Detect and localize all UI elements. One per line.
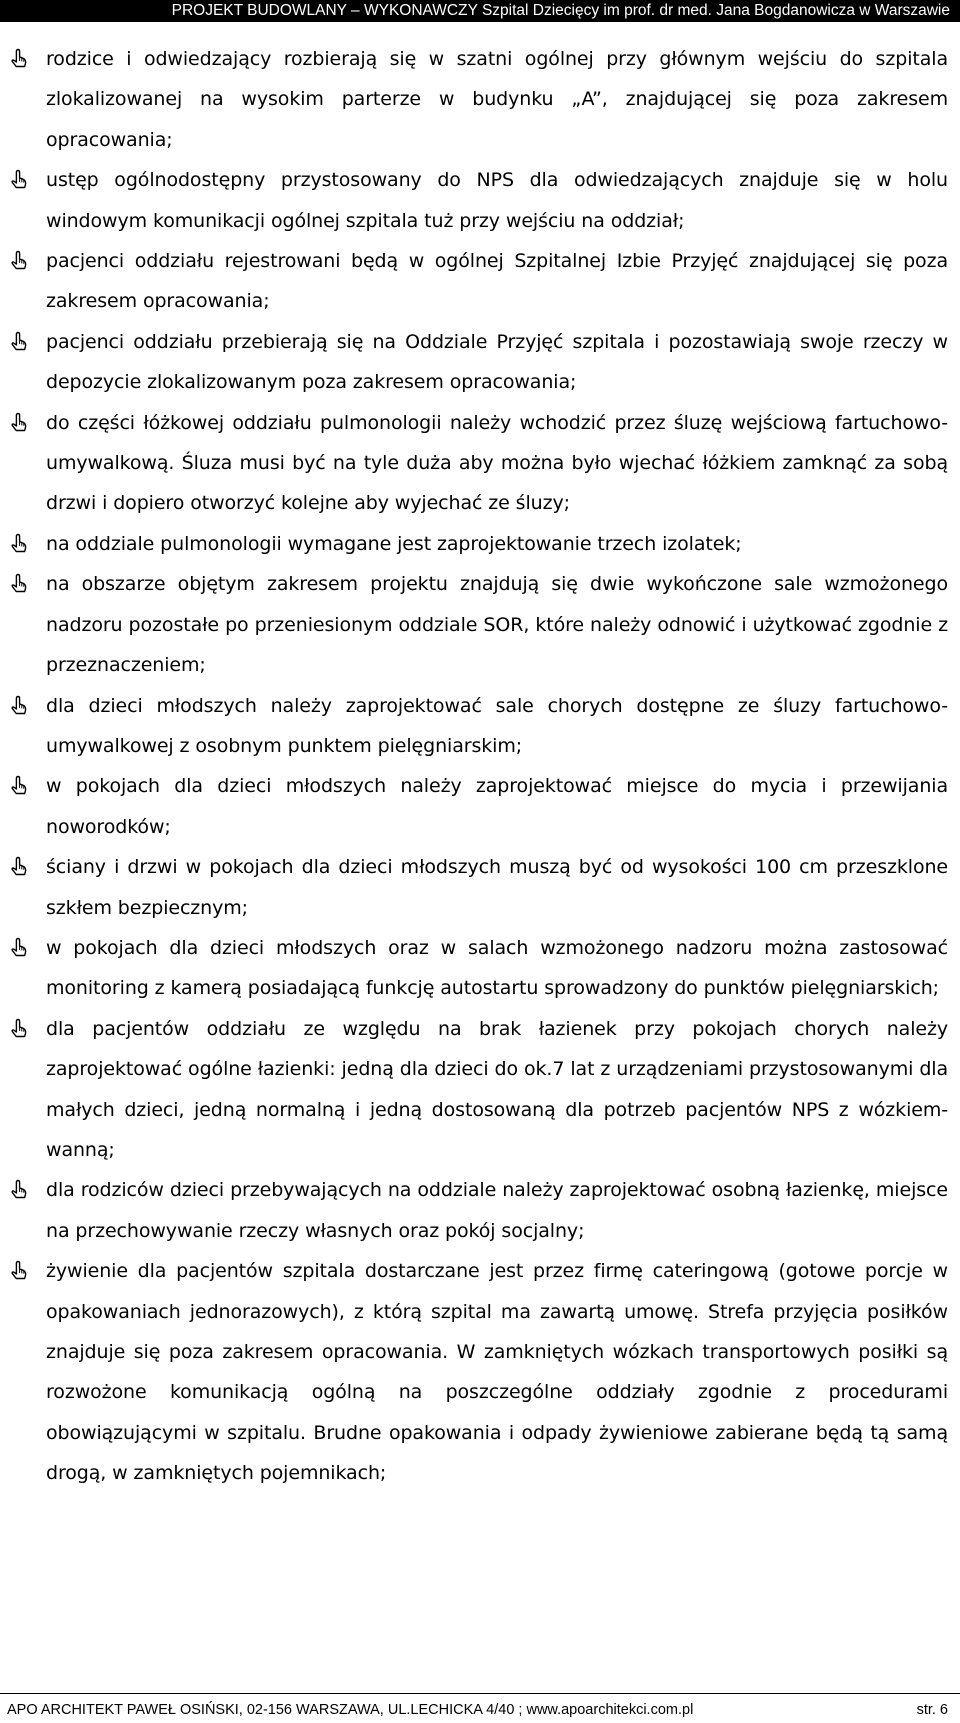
hand-pointer-icon bbox=[9, 573, 29, 593]
footer-divider bbox=[0, 1693, 960, 1694]
list-item bbox=[0, 928, 960, 1009]
list-item bbox=[0, 686, 960, 767]
list-item bbox=[0, 847, 960, 928]
list-item-text: do części łóżkowej oddziału pulmonologii należy wchodzić przez śluzę wejściową fartuchowo-umywalkową. Śluza musi być na tyle duża aby można było wjechać łóżkiem zamknąć za sobą drzwi i dopiero otworzyć kolejne aby wyjechać ze śluzy; bbox=[46, 411, 948, 515]
list-item-text: dla pacjentów oddziału ze względu na brak łazienek przy pokojach chorych należy zaprojektować ogólne łazienki: jedną dla dzieci do ok.7 lat z urządzeniami przystosowanymi dla małych dzieci, jedną normalną i jedną dostosowaną dla potrzeb pacjentów NPS z wózkiem-wanną; bbox=[46, 1017, 948, 1161]
list-item bbox=[0, 39, 960, 160]
list-item-text: pacjenci oddziału rejestrowani będą w ogólnej Szpitalnej Izbie Przyjęć znajdującej się poza zakresem opracowania; bbox=[46, 250, 948, 313]
page-number: str. 6 bbox=[916, 1702, 948, 1718]
hand-pointer-icon bbox=[9, 1018, 29, 1038]
list-item bbox=[0, 322, 960, 403]
hand-pointer-icon bbox=[9, 331, 29, 351]
list-item-text: rodzice i odwiedzający rozbierają się w szatni ogólnej przy głównym wejściu do szpitala zlokalizowanej na wysokim parterze w budynku „A”, znajdującej się poza zakresem opracowania; bbox=[46, 48, 948, 151]
list-item bbox=[0, 766, 960, 847]
list-item bbox=[0, 1009, 960, 1171]
document-body bbox=[0, 39, 960, 1494]
list-item bbox=[0, 1170, 960, 1251]
list-item-text: żywienie dla pacjentów szpitala dostarczane jest przez firmę cateringową (gotowe porcje w opakowaniach jednorazowych), z którą szpital ma zawartą umowę. Strefa przyjęcia posiłków znajduje się poza zakresem opracowania. W zamkniętych wózkach transportowych posiłki są rozwożone komunikacją ogólną na poszczególne oddziały zgodnie z procedurami obowiązującymi w szpitalu. Brudne opakowania i odpady żywieniowe zabierane będą tą samą drogą, w zamkniętych pojemnikach; bbox=[46, 1260, 948, 1485]
list-item-text: w pokojach dla dzieci młodszych oraz w salach wzmożonego nadzoru można zastosować monitoring z kamerą posiadającą funkcję autostartu sprowadzony do punktów pielęgniarskich; bbox=[46, 936, 948, 1000]
hand-pointer-icon bbox=[9, 775, 29, 795]
list-item-text: ustęp ogólnodostępny przystosowany do NPS dla odwiedzających znajduje się w holu windowym komunikacji ogólnej szpitala tuż przy wejściu na oddział; bbox=[46, 169, 948, 232]
list-item bbox=[0, 241, 960, 322]
list-item bbox=[0, 160, 960, 241]
list-item-text: w pokojach dla dzieci młodszych należy zaprojektować miejsce do mycia i przewijania noworodków; bbox=[46, 775, 948, 838]
hand-pointer-icon bbox=[9, 1179, 29, 1199]
hand-pointer-icon bbox=[9, 250, 29, 270]
hand-pointer-icon bbox=[9, 937, 29, 957]
list-item bbox=[0, 524, 960, 564]
hand-pointer-icon bbox=[9, 48, 29, 68]
hand-pointer-icon bbox=[9, 856, 29, 876]
page-footer bbox=[7, 1700, 948, 1720]
list-item-text: dla rodziców dzieci przebywających na oddziale należy zaprojektować osobną łazienkę, miejsce na przechowywanie rzeczy własnych oraz pokój socjalny; bbox=[46, 1179, 948, 1242]
list-item-text: na oddziale pulmonologii wymagane jest zaprojektowanie trzech izolatek; bbox=[46, 532, 742, 555]
list-item-text: dla dzieci młodszych należy zaprojektować sale chorych dostępne ze śluzy fartuchowo-umywalkowej z osobnym punktem pielęgniarskim; bbox=[46, 694, 948, 757]
hand-pointer-icon bbox=[9, 412, 29, 432]
list-item bbox=[0, 564, 960, 685]
list-item-text: pacjenci oddziału przebierają się na Oddziale Przyjęć szpitala i pozostawiają swoje rzeczy w depozycie zlokalizowanym poza zakresem opracowania; bbox=[46, 330, 948, 394]
list-item bbox=[0, 1251, 960, 1493]
hand-pointer-icon bbox=[9, 169, 29, 189]
hand-pointer-icon bbox=[9, 1260, 29, 1280]
header-title: PROJEKT BUDOWLANY – WYKONAWCZY Szpital Dziecięcy im prof. dr med. Jana Bogdanowicza w Warszawie bbox=[171, 2, 950, 19]
footer-company: APO ARCHITEKT PAWEŁ OSIŃSKI, 02-156 WARSZAWA, UL.LECHICKA 4/40 ; www.apoarchitekci.com.pl bbox=[7, 1702, 694, 1718]
list-item bbox=[0, 403, 960, 524]
page-header bbox=[0, 0, 960, 22]
hand-pointer-icon bbox=[9, 533, 29, 553]
list-item-text: na obszarze objętym zakresem projektu znajdują się dwie wykończone sale wzmożonego nadzoru pozostałe po przeniesionym oddziale SOR, które należy odnowić i użytkować zgodnie z przeznaczeniem; bbox=[46, 573, 948, 677]
list-item-text: ściany i drzwi w pokojach dla dzieci młodszych muszą być od wysokości 100 cm przeszklone szkłem bezpiecznym; bbox=[46, 856, 948, 919]
hand-pointer-icon bbox=[9, 695, 29, 715]
requirements-list bbox=[0, 39, 960, 1494]
